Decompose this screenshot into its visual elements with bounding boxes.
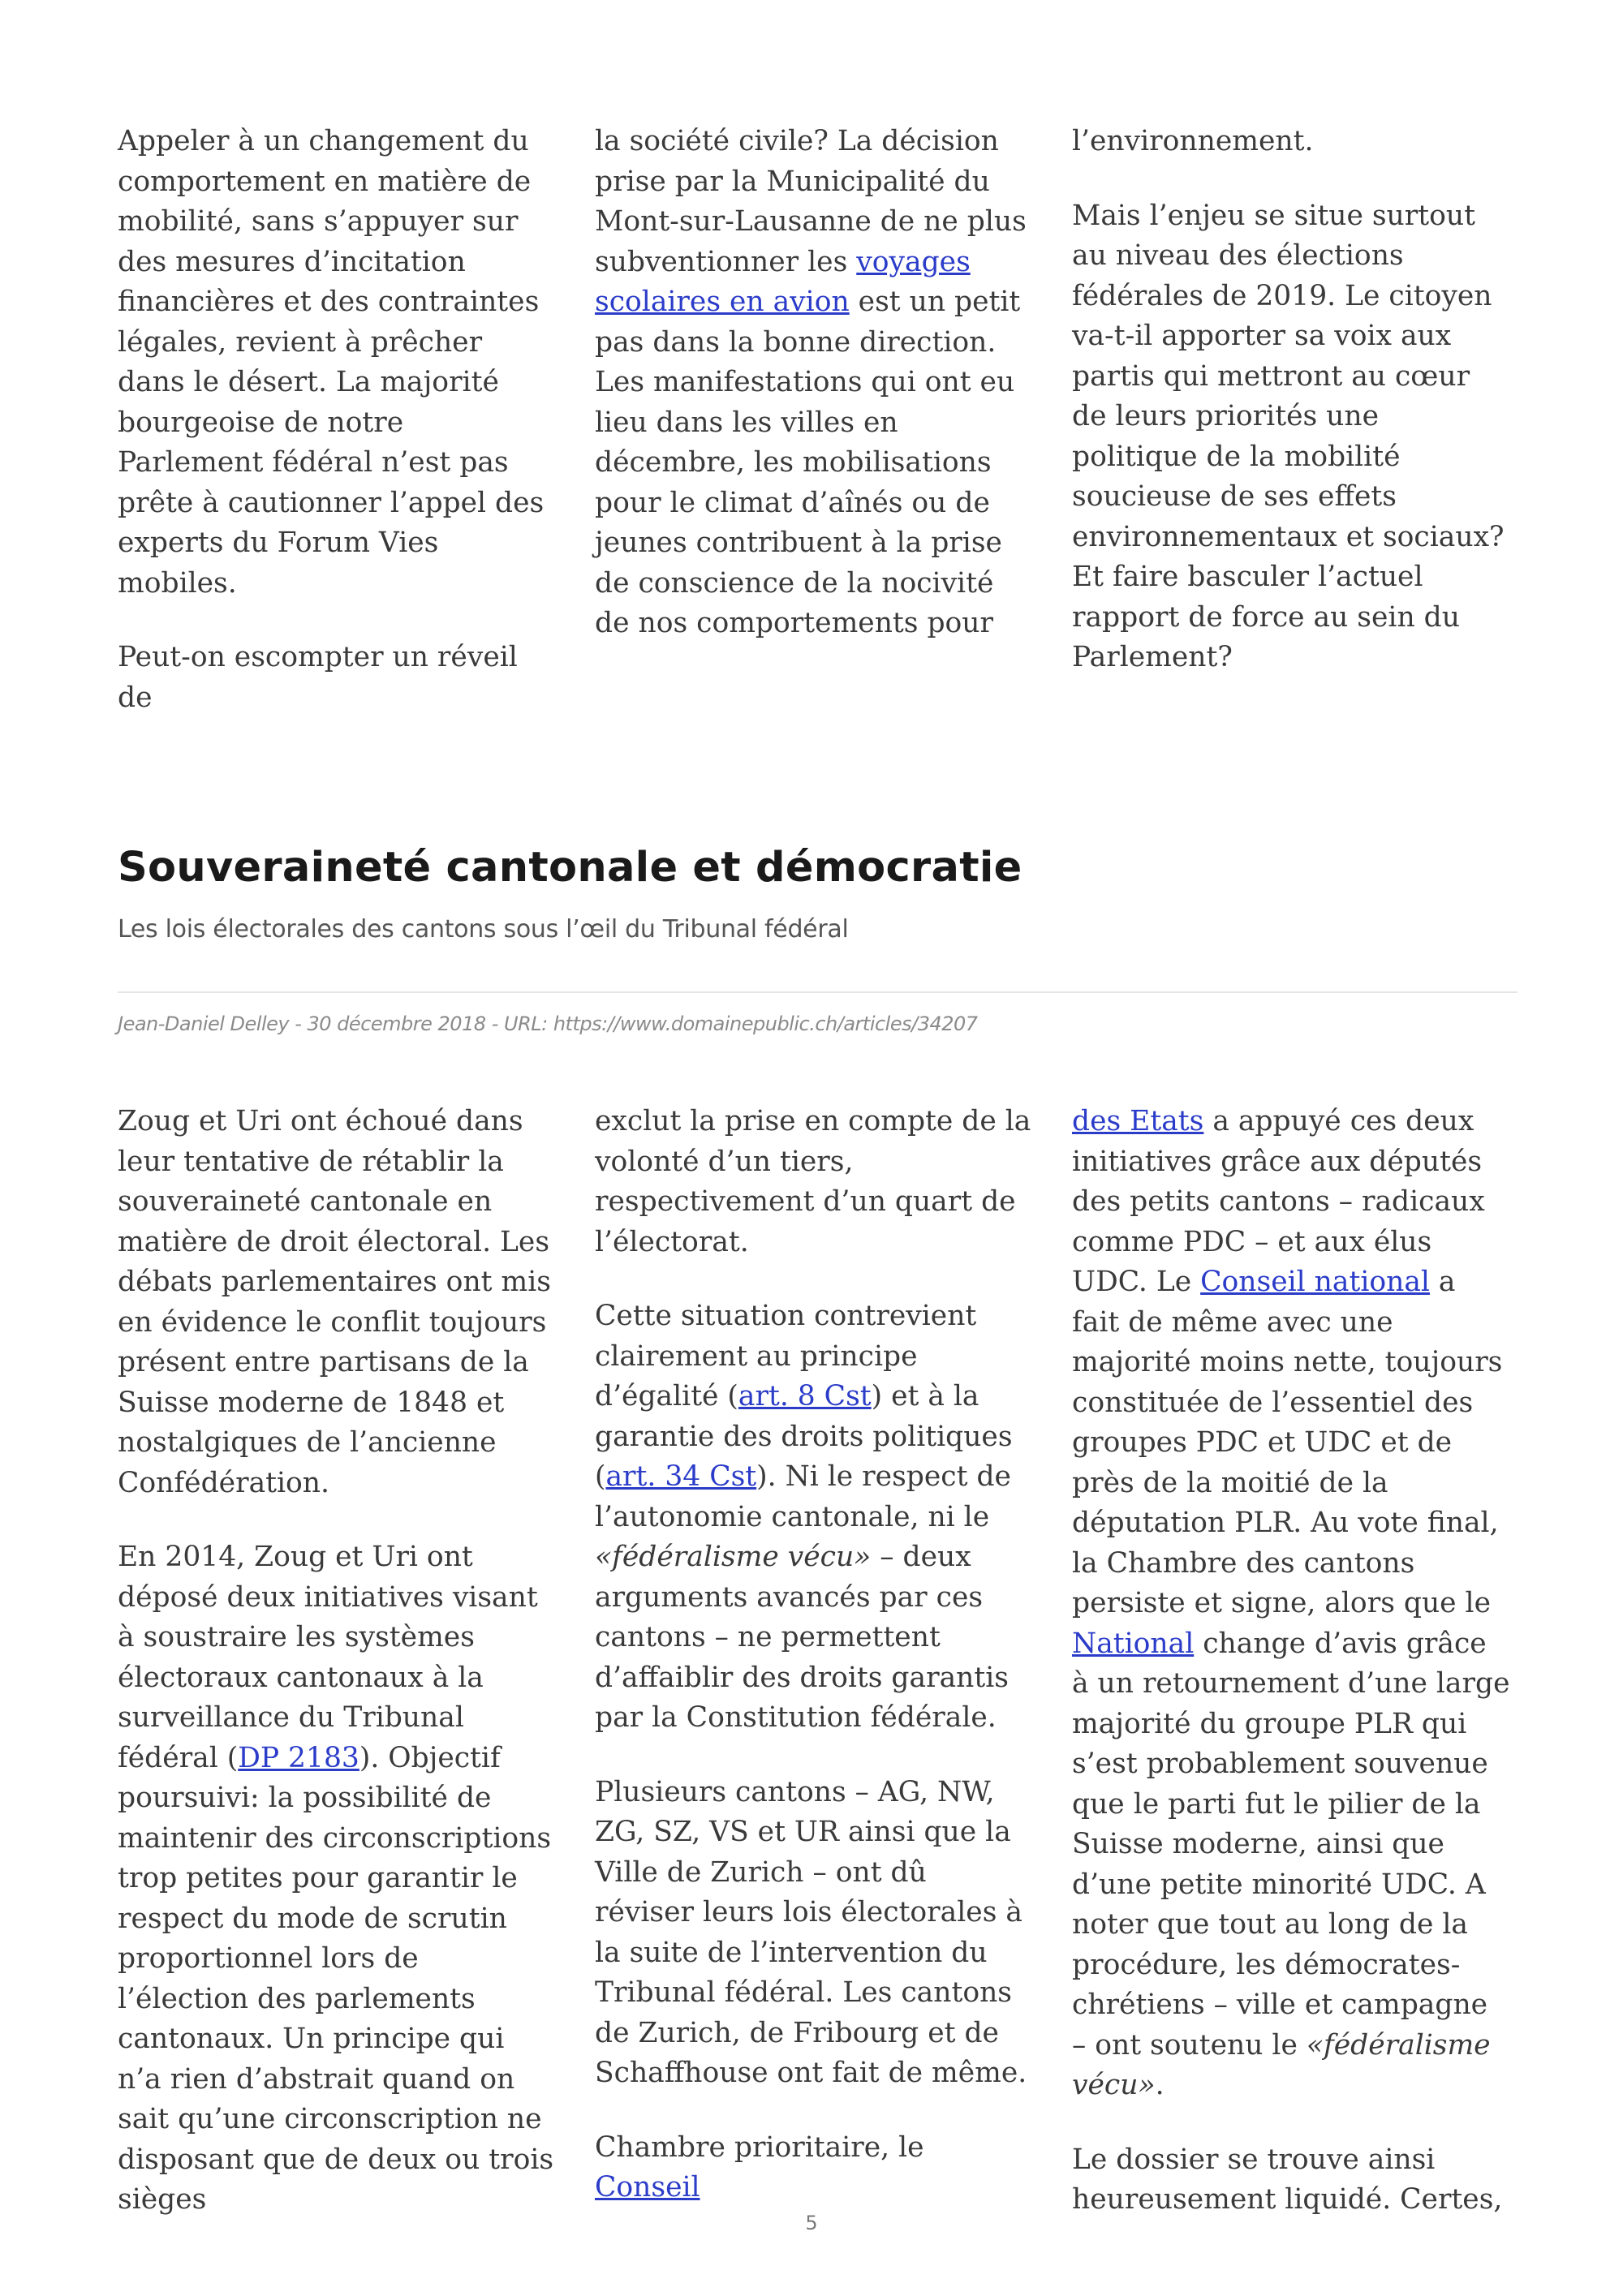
article-meta: Jean-Daniel Delley - 30 décembre 2018 - URL: https://www.domainepublic.ch/articles/34207: [118, 1013, 978, 1035]
link-dp-2183[interactable]: DP 2183: [238, 1741, 359, 1774]
previous-article-columns: [118, 122, 1513, 718]
article-title: Souveraineté cantonale et démocratie: [118, 844, 1022, 892]
paragraph: Plusieurs cantons – AG, NW, ZG, SZ, VS et UR ainsi que la Ville de Zurich – ont dû réviser leurs lois électorales à la suite de l’intervention du Tribunal fédéral. Les cantons de Zurich, de Fribourg et de Schaffhouse ont fait de même.: [595, 1775, 1027, 2089]
paragraph: la société civile? La décision prise par la Municipalité du Mont-sur-Lausanne de ne plus subventionner les voyages scolaires en avion est un petit pas dans la bonne direction. Les manifestations qui ont eu lieu dans les villes en décembre, les mobilisations pour le climat d’aînés ou de jeunes contribuent à la prise de conscience de la nocivité de nos comportements pour: [595, 125, 1027, 639]
column-3: [1072, 122, 1510, 718]
link-conseil-des-etats-cont[interactable]: des Etats: [1072, 1105, 1204, 1137]
link-conseil-des-etats[interactable]: Conseil: [595, 2171, 700, 2204]
paragraph: Cette situation contrevient clairement au principe d’égalité (art. 8 Cst) et à la garantie des droits politiques (art. 34 Cst). Ni le respect de l’autonomie cantonale, ni le «fédéralisme vécu» – deux arguments avancés par ces cantons – ne permettent d’affaiblir des droits garantis par la Constitution fédérale.: [595, 1300, 1013, 1734]
link-national[interactable]: National: [1072, 1627, 1195, 1660]
column-1: [118, 1102, 556, 2221]
paragraph: des Etats a appuyé ces deux initiatives grâce aux députés des petits cantons – radicaux comme PDC – et aux élus UDC. Le Conseil national a fait de même avec une majorité moins nette, toujours constituée de l’essentiel des groupes PDC et UDC et de près de la moitié de la députation PLR. Au vote final, la Chambre des cantons persiste et signe, alors que le National change d’avis grâce à un retournement d’une large majorité du groupe PLR qui s’est probablement souvenue que le parti fut le pilier de la Suisse moderne, ainsi que d’une petite minorité UDC. A noter que tout au long de la procédure, les démocrates-chrétiens – ville et campagne – ont soutenu le «fédéralisme vécu».: [1072, 1105, 1510, 2101]
link-art-34-cst[interactable]: art. 34 Cst: [605, 1460, 757, 1493]
article-subtitle: Les lois électorales des cantons sous l’œil du Tribunal fédéral: [118, 915, 849, 944]
paragraph: En 2014, Zoug et Uri ont déposé deux initiatives visant à soustraire les systèmes électoraux cantonaux à la surveillance du Tribunal fédéral (DP 2183). Objectif poursuivi: la possibilité de maintenir des circonscriptions trop petites pour garantir le respect du mode de scrutin proportionnel lors de l’élection des parlements cantonaux. Un principe qui n’a rien d’abstrait quand on sait qu’une circonscription ne disposant que de deux ou trois sièges: [118, 1541, 554, 2216]
divider: [118, 991, 1518, 993]
paragraph: Peut-on escompter un réveil de: [118, 641, 518, 714]
article-columns: [118, 1102, 1513, 2221]
link-art-8-cst[interactable]: art. 8 Cst: [738, 1380, 872, 1412]
link-voyages-scolaires[interactable]: voyages scolaires en avion: [595, 245, 971, 318]
paragraph: Le dossier se trouve ainsi heureusement liquidé. Certes,: [1072, 2143, 1503, 2216]
column-2: [595, 1102, 1033, 2221]
page-number: 5: [805, 2212, 818, 2234]
column-2: [595, 122, 1033, 718]
paragraph: Appeler à un changement du comportement en matière de mobilité, sans s’appuyer sur des mesures d’incitation financières et des contraintes légales, revient à prêcher dans le désert. La majorité bourgeoise de notre Parlement fédéral n’est pas prête à cautionner l’appel des experts du Forum Vies mobiles.: [118, 125, 545, 600]
column-3: [1072, 1102, 1510, 2221]
paragraph: Mais l’enjeu se situe surtout au niveau des élections fédérales de 2019. Le citoyen va-t-il apporter sa voix aux partis qui mettront au cœur de leurs priorités une politique de la mobilité soucieuse de ses effets environnementaux et sociaux? Et faire basculer l’actuel rapport de force au sein du Parlement?: [1072, 199, 1505, 673]
paragraph: Zoug et Uri ont échoué dans leur tentative de rétablir la souveraineté cantonale en matière de droit électoral. Les débats parlementaires ont mis en évidence le conflit toujours présent entre partisans de la Suisse moderne de 1848 et nostalgiques de l’ancienne Confédération.: [118, 1105, 551, 1499]
paragraph: exclut la prise en compte de la volonté d’un tiers, respectivement d’un quart de l’électorat.: [595, 1105, 1031, 1258]
link-conseil-national[interactable]: Conseil national: [1200, 1266, 1430, 1298]
column-1: [118, 122, 556, 718]
paragraph: Chambre prioritaire, le Conseil: [595, 2130, 924, 2204]
paragraph: l’environnement.: [1072, 125, 1314, 157]
